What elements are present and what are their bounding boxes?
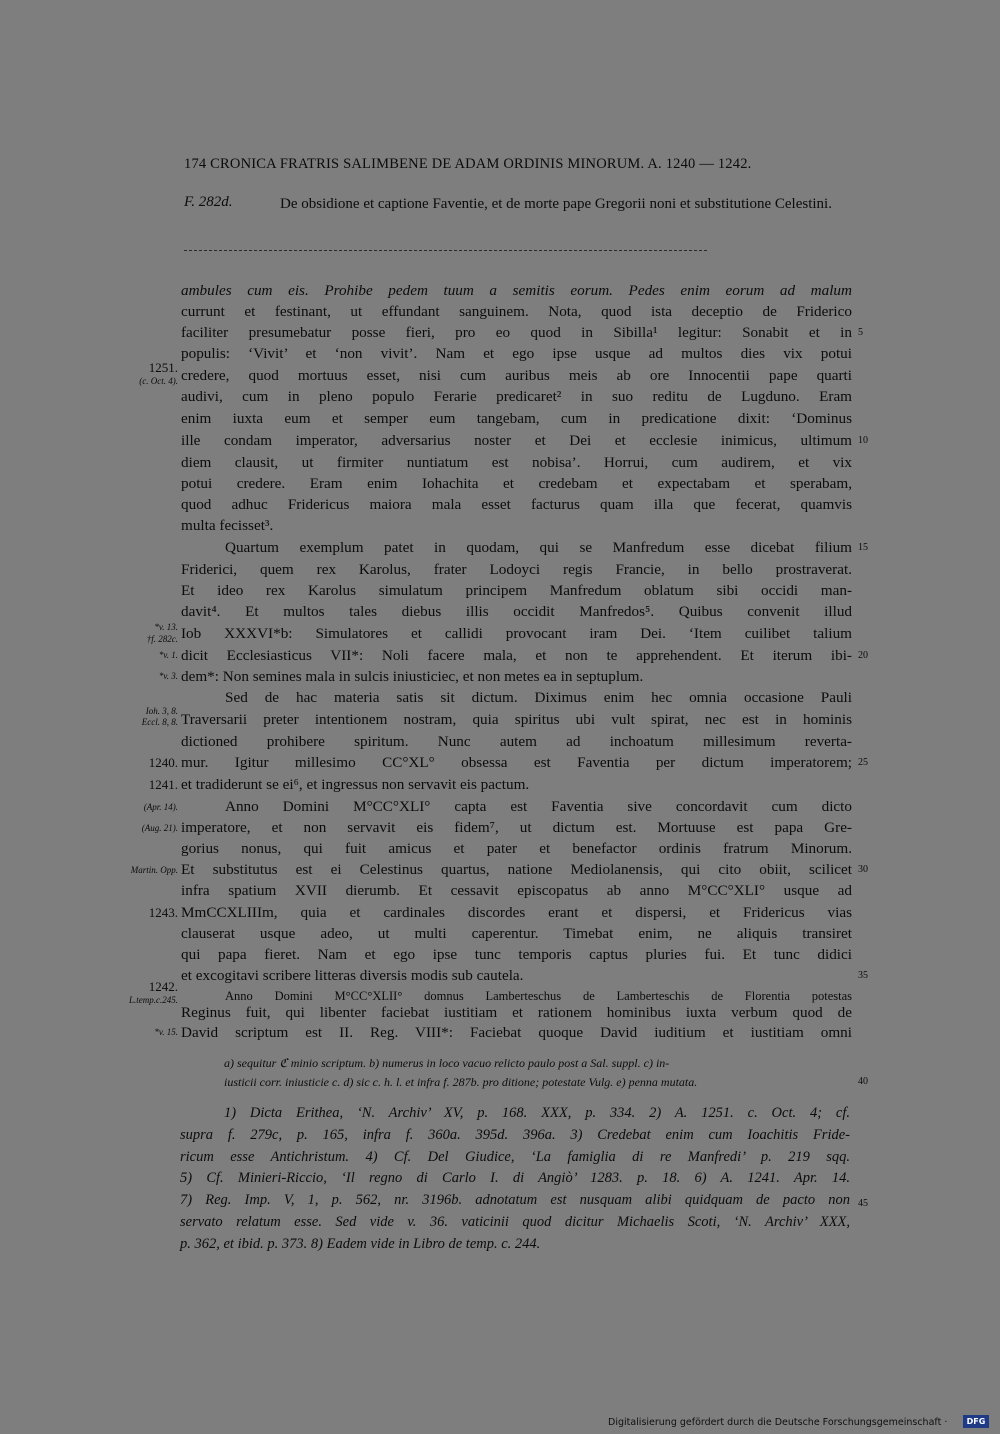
funding-credit: Digitalisierung gefördert durch die Deutsche Forschungsgemeinschaft · [608, 1417, 948, 1428]
text-line: Traversarii preter intentionem nostram, quia spiritus ubi vult spirat, nec est in hominis [181, 711, 852, 728]
footnote-line: servato relatum esse. Sed vide v. 36. vaticinii quod dicitur Michaelis Scoti, ‘N. Archiv’ XXX, [180, 1214, 850, 1230]
margin-date: 1241. [148, 777, 178, 792]
margin-date: 1240. [148, 755, 178, 770]
text-line: ille condam imperator, adversarius noster et Dei et ecclesie inimicus, ultimum [181, 432, 852, 449]
text-line: ambules cum eis. Prohibe pedem tuum a semitis eorum. Pedes enim eorum ad malum [181, 282, 852, 299]
text-line: Reginus fuit, qui libenter faciebat iustitiam et rationem hominibus iuxta verbum quod de [181, 1004, 852, 1021]
text-line: Et substitutus est ei Celestinus quartus, natione Mediolanensis, qui cito obiit, scilicet [181, 861, 852, 878]
text-line: davit⁴. Et multos tales diebus illis occidit Manfredos⁵. Quibus convenit illud [181, 603, 852, 620]
text-line: Sed de hac materia satis sit dictum. Diximus enim hec omnia occasione Pauli [225, 689, 852, 706]
margin-note: (Aug. 21). [141, 823, 178, 833]
text-line: enim iuxta eum et semper eum tangebam, cum in predicatione dixit: ‘Dominus [181, 410, 852, 427]
dfg-logo-icon: DFG [963, 1415, 989, 1428]
text-line: Quartum exemplum patet in quodam, qui se Manfredum esse dicebat filium [225, 539, 852, 556]
margin-note: Ioh. 3, 8. [145, 706, 178, 716]
margin-note: L.temp.c.245. [129, 995, 178, 1005]
text-line: currunt et festinant, ut effundant sanguinem. Nota, quod ista deceptio de Friderico [181, 303, 852, 320]
text-line: clauserat usque adeo, ut multi caperentur. Timebat enim, ne aliquis transiret [181, 925, 852, 942]
line-number: 15 [858, 542, 868, 553]
text-line: Iob XXXVI*b: Simulatores et callidi provocant iram Dei. ‘Item cuilibet talium [181, 625, 852, 642]
text-line: et tradiderunt se ei⁶, et ingressus non servavit eis pactum. [181, 776, 530, 793]
text-line: audivi, cum in pleno populo Ferarie predicaret² in suo reditu de Lugduno. Eram [181, 388, 852, 405]
text-line: multa fecisset³. [181, 517, 274, 534]
line-number: 20 [858, 650, 868, 661]
footnote-line: 7) Reg. Imp. V, 1, p. 562, nr. 3196b. adnotatum est nusquam alibi quidquam de pacto non [180, 1192, 850, 1208]
line-number: 35 [858, 970, 868, 981]
margin-note: (c. Oct. 4). [139, 376, 178, 386]
margin-note: (Apr. 14). [143, 802, 178, 812]
footnote-line: 1) Dicta Erithea, ‘N. Archiv’ XV, p. 168. XXX, p. 334. 2) A. 1251. c. Oct. 4; cf. [224, 1105, 850, 1121]
apparatus-line: iusticii corr. iniusticie c. d) sic c. h. l. et infra f. 287b. pro ditione; potestate Vulg. e) penna mutata. [224, 1075, 698, 1089]
margin-note: *v. 3. [158, 671, 178, 681]
margin-note: *v. 15. [154, 1027, 178, 1037]
apparatus-line: a) sequitur ℭ minio scriptum. b) numerus in loco vacuo relicto paulo post a Sal. suppl. c) in- [224, 1056, 670, 1070]
margin-date: 1243. [148, 905, 178, 920]
text-line: imperatore, et non servavit eis fidem⁷, ut dictum est. Mortuuse est papa Gre- [181, 819, 852, 836]
text-line: quod adhuc Fridericus maiora mala esset facturus quam illa que fecerat, quamvis [181, 496, 852, 513]
text-line: dicit Ecclesiasticus VII*: Noli facere mala, et non te apprehendent. Et iterum ibi- [181, 647, 852, 664]
footnote-line: supra f. 279c, p. 165, infra f. 360a. 395d. 396a. 3) Credebat enim cum Ioachitis Fride- [180, 1127, 850, 1143]
margin-note: Eccl. 8, 8. [141, 717, 178, 727]
footnote-line: p. 362, et ibid. p. 373. 8) Eadem vide in Libro de temp. c. 244. [180, 1236, 541, 1252]
text-line: Et ideo rex Karolus simulatum principem Manfredum oblatum sibi occidi man- [181, 582, 852, 599]
text-line: credere, quod mortuus esset, nisi cum auribus meis ab ore Innocentii pape quarti [181, 367, 852, 384]
text-line: Anno Domini M°CC°XLI° capta est Faventia sive concordavit cum dicto [225, 798, 852, 815]
running-header: 174 CRONICA FRATRIS SALIMBENE DE ADAM ORDINIS MINORUM. A. 1240 — 1242. [184, 156, 752, 172]
margin-date: 1242. [148, 979, 178, 994]
divider-rule [184, 250, 707, 251]
text-line: populis: ‘Vivit’ et ‘non vivit’. Nam et ego ipse usque ad multos dies vix potui [181, 345, 852, 362]
margin-note: *v. 13. [154, 622, 178, 632]
footnote-line: ricum esse Antichristum. 4) Cf. Del Giudice, ‘La famiglia di re Manfredi’ p. 219 sqq. [180, 1149, 850, 1165]
text-line: infra spatium XVII dierumb. Et cessavit episcopatus ab anno M°CC°XLI° usque ad [181, 882, 852, 899]
text-line: MmCCXLIIIm, quia et cardinales discordes erant et dispersi, et Fridericus vias [181, 904, 852, 921]
line-number: 10 [858, 435, 868, 446]
footnote-line: 5) Cf. Minieri-Riccio, ‘Il regno di Carlo I. di Angiò’ 1283. p. 18. 6) A. 1241. Apr. 14. [180, 1170, 850, 1186]
margin-note: †f. 282c. [146, 634, 178, 644]
margin-note: Martin. Opp. [130, 865, 178, 875]
chapter-rubric: De obsidione et captione Faventie, et de morte pape Gregorii noni et substitutione Celestini. [280, 196, 832, 212]
text-line: Anno Domini M°CC°XLII° domnus Lamberteschus de Lamberteschis de Florentia potestas [225, 989, 852, 1003]
line-number: 40 [858, 1076, 868, 1087]
text-line: dictioned prohibere spiritum. Nunc autem ad inchoatum millesimum reverta- [181, 733, 852, 750]
text-line: dem*: Non semines mala in sulcis iniusticiec, et non metes ea in septuplum. [181, 668, 644, 685]
text-line: diem clausit, ut firmiter nuntiatum est nobisa’. Horrui, cum audirem, et vix [181, 454, 852, 471]
text-line: qui papa fieret. Nam et ego ipse tunc temporis captus pluries fui. Et tunc didici [181, 946, 852, 963]
line-number: 25 [858, 757, 868, 768]
text-line: Friderici, quem rex Karolus, frater Lodoyci regis Francie, in bello prostraverat. [181, 561, 852, 578]
text-line: potui credere. Eram enim Iohachita et credebam et expectabam et sperabam, [181, 475, 852, 492]
line-number: 30 [858, 864, 868, 875]
text-line: mur. Igitur millesimo CC°XL° obsessa est Faventia per dictum imperatorem; [181, 754, 852, 771]
text-line: et excogitavi scribere litteras diversis modis sub cautela. [181, 967, 524, 984]
margin-note: *v. 1. [158, 650, 178, 660]
folio-reference: F. 282d. [184, 194, 233, 210]
margin-date: 1251. [148, 360, 178, 375]
text-line: gorius nonus, qui fuit amicus et pater et benefactor ordinis fratrum Minorum. [181, 840, 852, 857]
text-line: faciliter presumebatur posse fieri, pro eo quod in Sibilla¹ legitur: Sonabit et in [181, 324, 852, 341]
text-line: David scriptum est II. Reg. VIII*: Faciebat quoque David iuditium et iustitiam omni [181, 1024, 852, 1041]
line-number: 45 [858, 1198, 868, 1209]
line-number: 5 [858, 327, 863, 338]
